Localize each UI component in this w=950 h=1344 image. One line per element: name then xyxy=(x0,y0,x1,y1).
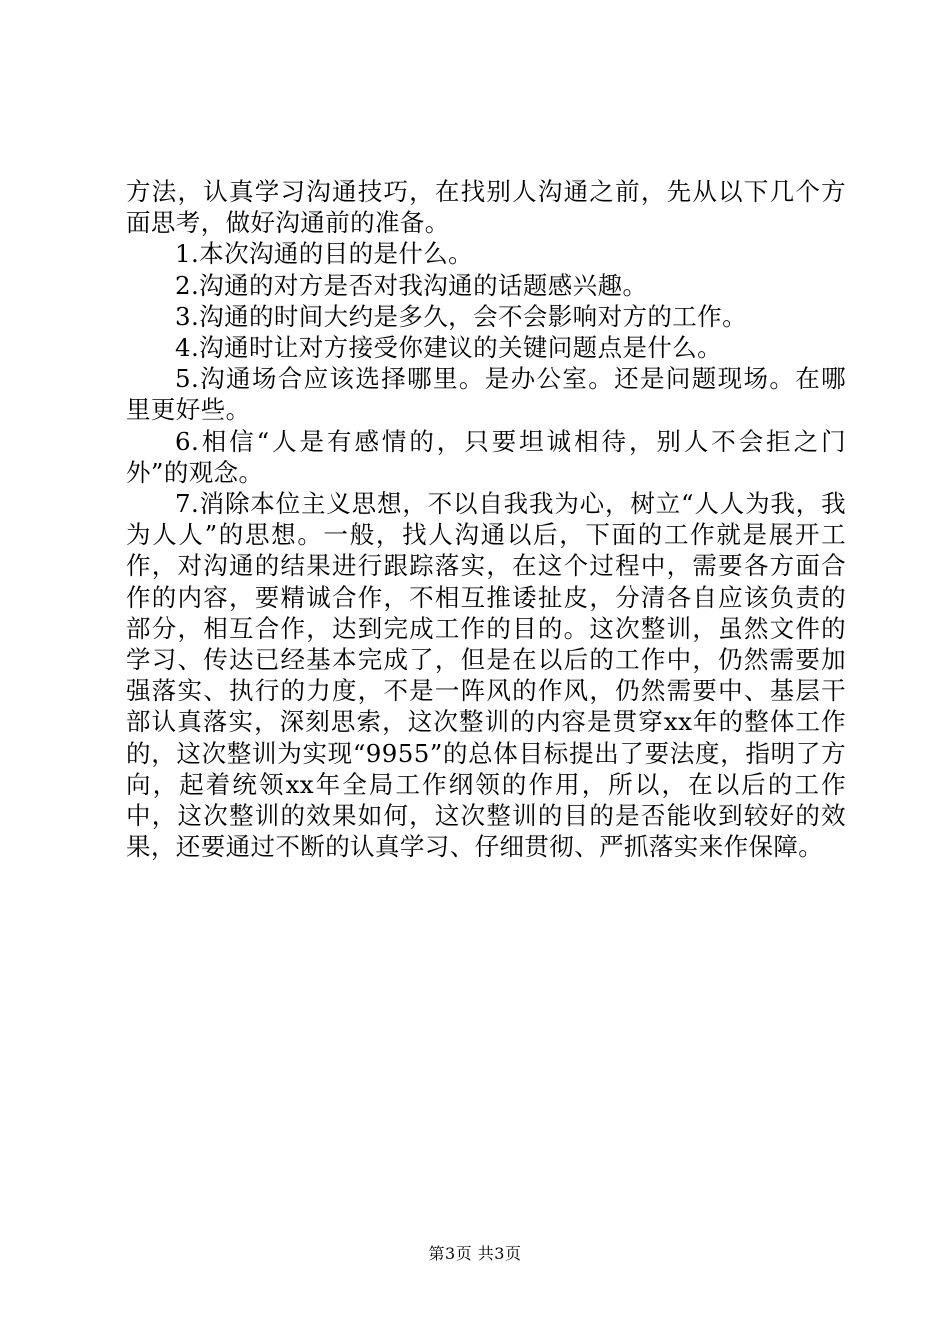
list-item-3: 3.沟通的时间大约是多久，会不会影响对方的工作。 xyxy=(175,301,747,331)
list-item-4: 4.沟通时让对方接受你建议的关键问题点是什么。 xyxy=(175,333,723,363)
paragraph-intro: 方法，认真学习沟通技巧，在找别人沟通之前，先从以下几个方面思考，做好沟通前的准备。 xyxy=(126,177,846,238)
list-item-7: 7.消除本位主义思想，不以自我我为心，树立“人人为我，我为人人”的思想。一般，找人沟通以后，下面的工作就是展开工作，对沟通的结果进行跟踪落实，在这个过程中，需要各方面合作的内容，要精诚合作，不相互推诿扯皮，分清各自应该负责的部分，相互合作，达到完成工作的目的。这次整训，虽然文件的学习、传达已经基本完成了，但是在以后的工作中，仍然需要加强落实、执行的力度，不是一阵风的作风，仍然需要中、基层干部认真落实，深刻思索，这次整训的内容是贯穿xx年的整体工作的，这次整训为实现“9955”的总体目标提出了要法度，指明了方向，起着统领xx年全局工作纲领的作用，所以，在以后的工作中，这次整训的效果如何，这次整训的目的是否能收到较好的效果，还要通过不断的认真学习、仔细贯彻、严抓落实来作保障。 xyxy=(126,489,846,862)
document-body xyxy=(126,176,846,862)
list-item-6: 6.相信“人是有感情的，只要坦诚相待，别人不会拒之门外”的观念。 xyxy=(126,426,846,487)
page-footer xyxy=(0,1244,950,1264)
list-item-5: 5.沟通场合应该选择哪里。是办公室。还是问题现场。在哪里更好些。 xyxy=(126,364,846,425)
list-item-1: 1.本次沟通的目的是什么。 xyxy=(175,239,474,269)
list-item-2: 2.沟通的对方是否对我沟通的话题感兴趣。 xyxy=(175,270,648,300)
page-number-label: 第3页 共3页 xyxy=(428,1244,522,1263)
